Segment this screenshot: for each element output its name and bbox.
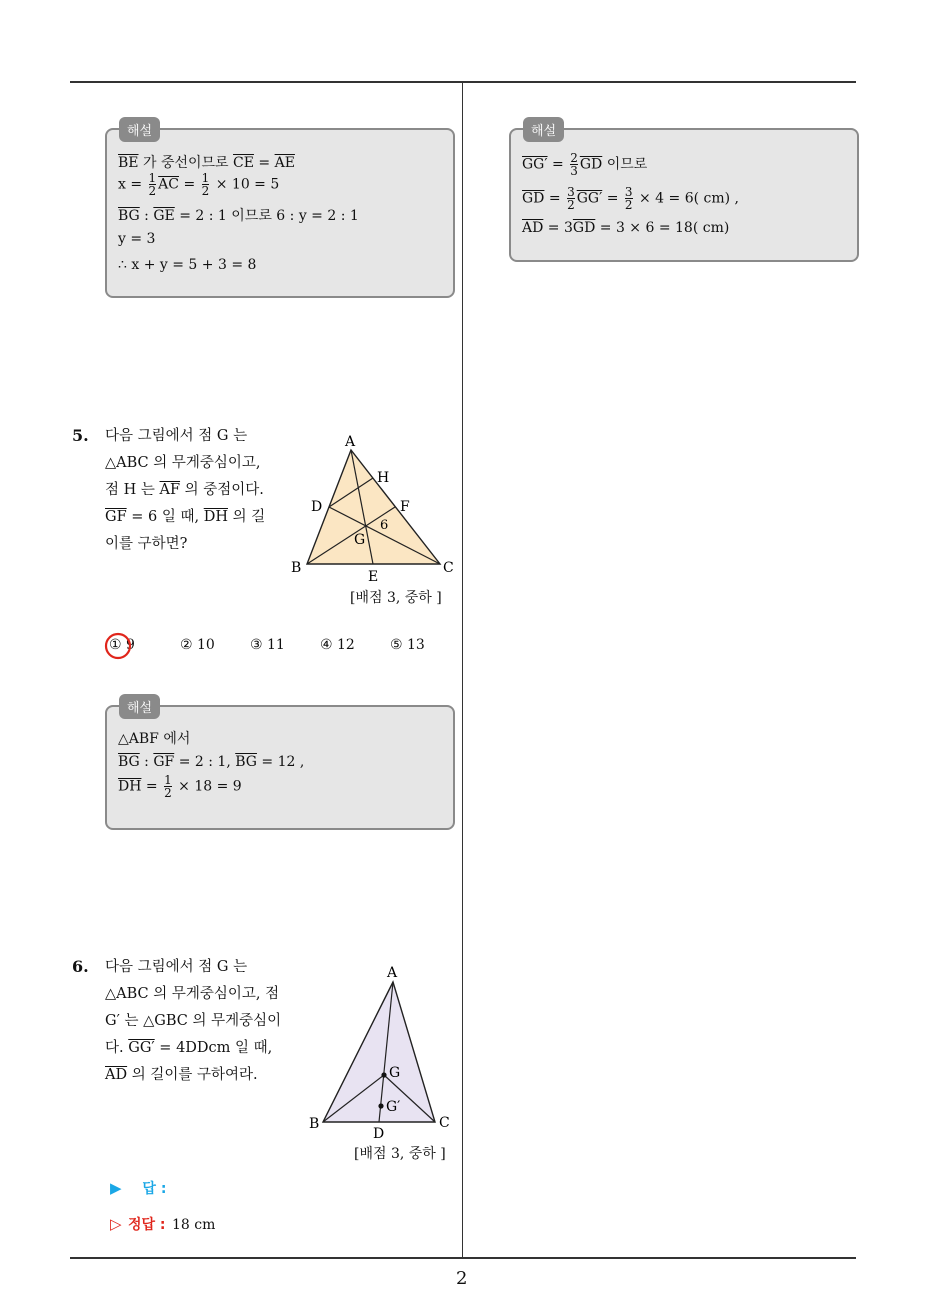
label-h: H — [377, 470, 390, 486]
label-b: B — [309, 1116, 320, 1132]
triangle-abc — [323, 982, 435, 1122]
score-meta: [배점 3, 중하 ] — [350, 590, 442, 606]
fraction: $\frac{1}{2}$ — [201, 171, 210, 198]
fraction: $\frac{1}{2}$ — [148, 171, 157, 198]
score-meta: [배점 3, 중하 ] — [354, 1146, 446, 1162]
solution-line: △ABF 에서 — [118, 731, 191, 747]
fraction: $\frac{1}{2}$ — [164, 773, 172, 800]
solution-tag: 해설 — [523, 117, 564, 142]
question-number: 5. — [72, 426, 89, 445]
label-a: A — [345, 434, 356, 450]
segment: GG′ — [128, 1040, 155, 1056]
segment: $\overline{DH}$ — [118, 778, 142, 795]
solution-line: x = $\frac{1}{2}$ $\overline{AC}$ = $\frac{1}{2}$ × 10 = 5 — [118, 171, 280, 198]
segment: $\overline{DH}$ — [203, 509, 228, 525]
fraction: $\frac{3}{2}$ — [624, 185, 633, 212]
label-c: C — [443, 560, 454, 576]
solution-line: $\overline{BG}$ : $\overline{GE} = 2$ : 1 이므로 6 : y = 2 : 1 — [118, 208, 359, 224]
label-g: G — [389, 1065, 401, 1081]
label-a: A — [387, 965, 398, 981]
segment: $\overline{CE}$ — [233, 155, 254, 171]
choice-2[interactable]: ② 10 — [180, 637, 215, 653]
label-d: D — [373, 1126, 385, 1142]
segment: $\overline{BG}$ — [118, 754, 140, 770]
label-gf-length: 6 — [380, 518, 389, 533]
choice-4[interactable]: ④ 12 — [320, 637, 355, 653]
solution-line: GG′ = $\frac{2}{3}$ $\overline{GD}$ 이므로 — [522, 151, 648, 178]
choice-5[interactable]: ⑤ 13 — [390, 637, 425, 653]
segment: $\overline{BG}$ — [118, 208, 140, 224]
solution-line: $\overline{AD} = 3\overline{GD} = 3 \times 6 = 18$( cm) — [522, 220, 730, 236]
solution-tag: 해설 — [119, 694, 160, 719]
fraction: $\frac{3}{2}$ — [567, 185, 575, 212]
segment: $\overline{BG}$ — [235, 754, 257, 770]
label-g-prime: G′ — [386, 1099, 401, 1115]
point-g — [381, 1072, 386, 1077]
triangle-abc — [307, 450, 440, 564]
label-b: B — [291, 560, 302, 576]
label-c: C — [439, 1115, 450, 1131]
segment: GG′ — [576, 190, 603, 207]
page-number: 2 — [456, 1268, 468, 1289]
fraction: $\frac{2}{3}$ — [570, 151, 578, 178]
choice-1[interactable]: ① 9 — [109, 637, 135, 653]
solution-line: y = 3 — [118, 231, 156, 247]
solution-line: ∴ x + y = 5 + 3 = 8 — [118, 257, 257, 273]
segment: $\overline{AC}$ — [158, 176, 179, 193]
bottom-rule — [70, 1257, 856, 1259]
segment: $\overline{AD}$ — [105, 1067, 128, 1083]
segment: $\overline{GD}$ — [572, 220, 596, 236]
question-text: 다음 그림에서 점 G 는 △ABC 의 무게중심이고, 점 G′ 는 △GBC 의 무게중심이 다. GG′ = 4DDcm 일 때, $\overline{AD}$ 의 길이를 구하여라. — [105, 959, 282, 1083]
answer-input[interactable] — [178, 1176, 438, 1198]
solution-line: $\overline{DH}$ = $\frac{1}{2}$ × 18 = 9 — [118, 773, 242, 800]
solution-tag: 해설 — [119, 117, 160, 142]
solution-line: $\overline{BG}$ : $\overline{GF} = 2$ : 1, $\overline{BG} = 12$ , — [118, 754, 305, 770]
segment: GG′ — [522, 156, 548, 173]
correct-play-icon: ▷ — [110, 1215, 122, 1233]
triangle-figure-q5 — [285, 428, 460, 588]
choice-3[interactable]: ③ 11 — [250, 637, 285, 653]
segment: $\overline{AF}$ — [159, 482, 181, 498]
question-text: 다음 그림에서 점 G 는 △ABC 의 무게중심이고, 점 H 는 $\overline{AF}$ 의 중점이다. $\overline{GF} = 6$ 일 때, $\overline{DH}$ 의 길 이를 구하면? — [105, 428, 266, 552]
question-number: 6. — [72, 957, 89, 976]
segment: $\overline{AD}$ — [522, 220, 544, 236]
segment: $\overline{GD}$ — [522, 190, 545, 207]
correct-answer-row: ▷ 정답 : 18 cm — [110, 1215, 216, 1233]
label-d: D — [311, 499, 323, 515]
label-e: E — [368, 569, 379, 585]
answer-play-icon: ▶ — [110, 1179, 122, 1197]
answer-row: ▶ 답 : — [110, 1179, 167, 1197]
top-rule — [70, 81, 856, 83]
segment: $\overline{GD}$ — [579, 156, 603, 173]
solution-line: $\overline{BE}$ 가 중선이므로 $\overline{CE} = \overline{AE}$ — [118, 155, 295, 171]
answer-circle-mark — [103, 631, 133, 661]
triangle-figure-q6 — [305, 960, 465, 1145]
label-g: G — [354, 532, 366, 548]
segment: $\overline{GF}$ — [105, 509, 127, 525]
solution-line: $\overline{GD}$ = $\frac{3}{2}$ GG′ = $\frac{3}{2}$ × 4 = 6( cm) , — [522, 185, 739, 212]
segment: $\overline{GE}$ — [153, 208, 175, 224]
label-f: F — [400, 499, 410, 515]
segment: $\overline{GF}$ — [153, 754, 175, 770]
segment: $\overline{BE}$ — [118, 155, 139, 171]
segment: $\overline{AE}$ — [274, 155, 295, 171]
point-g-prime — [378, 1103, 383, 1108]
